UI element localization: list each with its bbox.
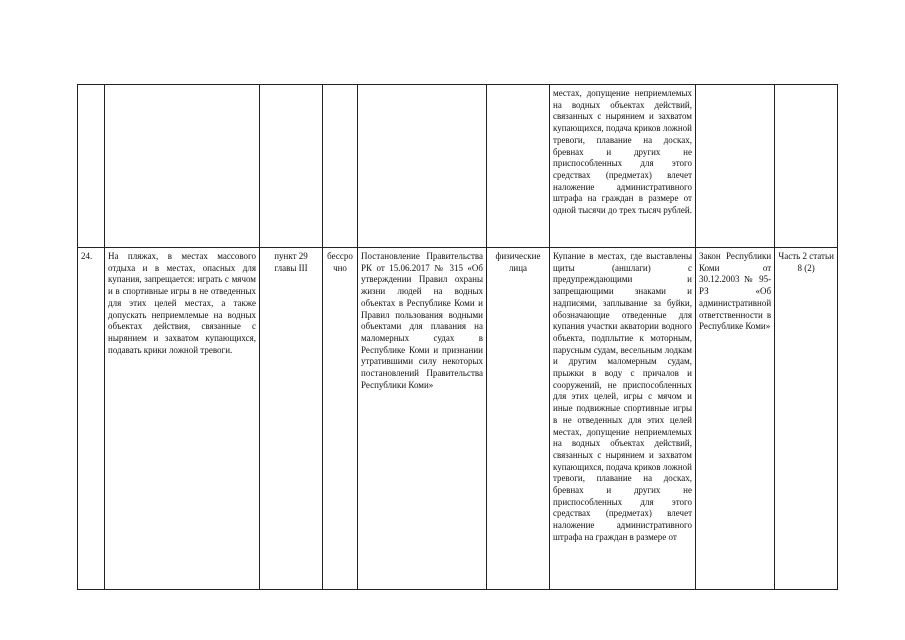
subject-cell: физические лица bbox=[487, 248, 550, 590]
violation-cell: Купание в местах, где выставлены щиты (аншлаги) с предупреждающими и запрещающими знаками и надписями, заплывание за буйки, обозначающие отведенные для купания участки акватории водного объекта, подплытие к моторным, парусным судам, весельным лодкам и другим маломерным судам, прыжки в воду с причалов и сооружений, не приспособленных для этих целей, игры с мячом и иные подвижные спортивные игры в не отведенных для этих целей местах, допущение неприемлемых на водных объектах действий, связанных с нырянием и захватом купающихся, подача криков ложной тревоги, плавание на досках, бревнах и других не приспособленных для этого средствах (предметах) влечет наложение административного штрафа на граждан в размере от bbox=[550, 248, 696, 590]
period-cell bbox=[323, 85, 358, 248]
clause-cell bbox=[260, 85, 323, 248]
article-cell: Часть 2 статьи 8 (2) bbox=[775, 248, 838, 590]
requirement-cell: На пляжах, в местах массового отдыха и в местах, опасных для купания, запрещается: играть с мячом и в спортивные игры в не отведенных для этих целей местах, а также допускать неприемлемые на водных объектах действия, связанные с нырянием и захватом купающихся, подавать крики ложной тревоги. bbox=[105, 248, 260, 590]
table-row bbox=[78, 85, 838, 248]
article-cell bbox=[775, 85, 838, 248]
subject-cell bbox=[487, 85, 550, 248]
requirement-cell bbox=[105, 85, 260, 248]
law-cell: Закон Республики Коми от 30.12.2003 № 95-РЗ «Об административной ответственности в Республике Коми» bbox=[696, 248, 775, 590]
table-row bbox=[78, 248, 838, 590]
normative-act-cell bbox=[358, 85, 487, 248]
violation-cell: местах, допущение неприемлемых на водных объектах действий, связанных с нырянием и захватом купающихся, подача криков ложной тревоги, плавание на досках, бревнах и других не приспособленных для этого средствах (предметах) влечет наложение административного штрафа на граждан в размере от одной тысячи до трех тысяч рублей. bbox=[550, 85, 696, 248]
normative-act-cell: Постановление Правительства РК от 15.06.2017 № 315 «Об утверждении Правил охраны жизни людей на водных объектах в Республике Коми и Правил пользования водными объектами для плавания на маломерных судах в Республике Коми и признании утратившими силу некоторых постановлений Правительства Республики Коми» bbox=[358, 248, 487, 590]
clause-cell: пункт 29 главы III bbox=[260, 248, 323, 590]
period-cell: бессро чно bbox=[323, 248, 358, 590]
requirements-table bbox=[77, 84, 838, 590]
law-cell bbox=[696, 85, 775, 248]
row-number-cell bbox=[78, 85, 105, 248]
row-number-cell: 24. bbox=[78, 248, 105, 590]
